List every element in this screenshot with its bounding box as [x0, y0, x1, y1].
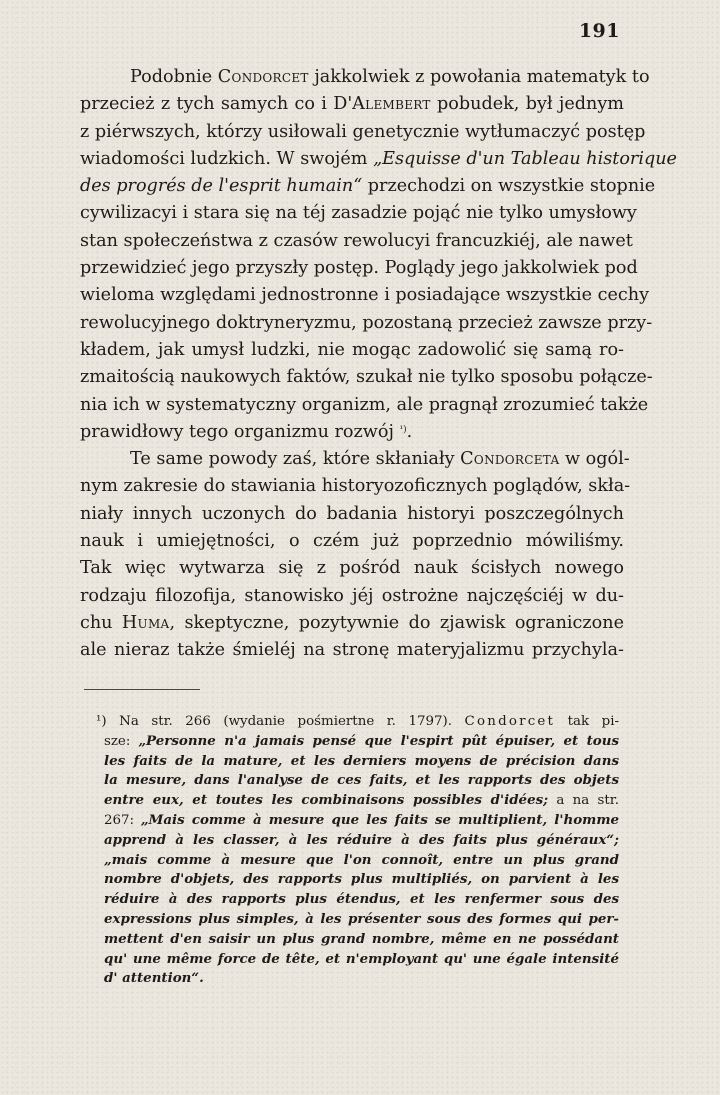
footnote-line — [104, 969, 619, 989]
footnote-marker: ¹) — [399, 424, 407, 435]
author-name: Condorcet — [217, 67, 309, 87]
text-run: jakkolwiek z powołania matematyk to — [308, 67, 650, 87]
footnote — [96, 712, 620, 989]
footnote-line — [104, 752, 619, 772]
text-line: rodzaju filozofija, stanowisko jéj ostrożne najczęściéj w du- — [80, 585, 624, 606]
text-line: ale nieraz także śmieléj na stronę materyjalizmu przychyla- — [80, 640, 624, 661]
footnote-line — [104, 950, 619, 970]
text-run: sze: — [104, 733, 139, 749]
text-line: wieloma względami jednostronne i posiadające wszystkie cechy — [80, 285, 650, 306]
text-run: Te same powody zaś, które skłaniały — [130, 449, 461, 470]
footnote-line — [104, 930, 619, 950]
text-run: przechodzi on wszystkie stopnie — [362, 176, 656, 197]
quotation: la mesure, dans l'analyse de ces faits, et les rapports des objets — [104, 772, 619, 789]
text-line: przewidzieć jego przyszły postęp. Poglądy jego jakkolwiek pod — [80, 258, 638, 279]
author-name: Huma — [121, 612, 170, 633]
quotation: entre eux, et toutes les combinaisons possibles d'idées; — [104, 792, 549, 809]
text-run: pobudek, był jednym — [430, 94, 624, 115]
footnote-line — [104, 910, 619, 930]
text-line — [80, 173, 656, 200]
text-line: z piérwszych, którzy usiłowali genetycznie wytłumaczyć postęp — [80, 121, 646, 142]
footnote-line — [104, 831, 619, 851]
quotation: „Personne n'a jamais pensé que l'espirt pût épuiser, et tous — [138, 732, 619, 749]
quotation: apprend à les classer, à les réduire à des faits plus généraux“; — [104, 831, 619, 848]
footnote-line — [104, 890, 619, 910]
quotation: qu' une même force de tête, et n'employant qu' une égale intensité — [104, 950, 619, 967]
text-run: . — [406, 421, 413, 442]
text-run: ¹) Na str. 266 (wydanie pośmiertne r. 1797). — [96, 714, 465, 729]
footnote-line — [104, 870, 619, 890]
text-line: zmaitością naukowych faktów, szukał nie tylko sposobu połącze- — [80, 367, 653, 388]
text-run: tak pi- — [555, 714, 619, 729]
text-run: prawidłowy tego organizmu rozwój — [80, 421, 400, 442]
quotation: „mais comme à mesure que l'on connoît, entre un plus grand — [104, 851, 619, 868]
text-line — [80, 610, 624, 637]
text-run: 267: — [104, 812, 141, 828]
quotation: „Mais comme à mesure que les faits se multiplient, l'homme — [140, 811, 620, 828]
text-line: Tak więc wytwarza się z pośród nauk ścisłych nowego — [80, 558, 624, 579]
text-line — [80, 91, 624, 118]
author-name: Condorceta — [460, 449, 560, 470]
footnote-line — [104, 771, 619, 791]
text-line — [80, 419, 624, 446]
text-run: chu — [80, 612, 122, 633]
text-line: stan społeczeństwa z czasów rewolucyi francuzkiéj, ale nawet — [80, 230, 633, 251]
quotation: les faits de la mature, et les derniers moyens de précision dans — [104, 752, 619, 769]
footnote-line — [104, 791, 619, 811]
main-text — [80, 64, 677, 665]
author-name: Alembert — [352, 94, 431, 115]
text-line: nym zakresie do stawiania historyozoficznych poglądów, skła- — [80, 476, 631, 497]
text-line — [80, 446, 630, 473]
book-title: des progrés de l'esprit humain“ — [80, 176, 363, 197]
text-run: a na str. — [548, 793, 619, 809]
quotation: nombre d'objets, des rapports plus multipliés, on parvient à les — [104, 871, 619, 888]
text-line: niały innych uczonych do badania historyi poszczególnych — [80, 503, 624, 524]
quotation: mettent d'en saisir un plus grand nombre, même en ne possédant — [104, 930, 619, 947]
book-title: „Esquisse d'un Tableau historique — [373, 148, 677, 169]
text-line — [80, 64, 650, 91]
footnote-line — [96, 712, 619, 732]
footnote-line — [104, 811, 619, 831]
text-line: rewolucyjnego doktryneryzmu, pozostaną przecież zawsze przy- — [80, 312, 653, 333]
text-run: w ogól- — [559, 449, 630, 470]
footnote-line — [104, 732, 619, 752]
text-run: , skeptyczne, pozytywnie do zjawisk ograniczone — [169, 612, 624, 633]
quotation: réduire à des rapports plus étendus, et les renfermer sous des — [104, 891, 619, 908]
page-number: 191 — [578, 20, 620, 42]
author-name: Condorcet — [464, 714, 556, 729]
quotation: expressions plus simples, à les présenter sous des formes qui per- — [104, 910, 619, 927]
text-line: nauk i umiejętności, o czém już poprzednio mówiliśmy. — [80, 531, 624, 552]
quotation: d' attention“. — [104, 970, 204, 987]
text-line: kładem, jak umysł ludzki, nie mogąc zadowolić się samą ro- — [80, 339, 624, 360]
text-run: Podobnie — [130, 67, 218, 87]
text-line: nia ich w systematyczny organizm, ale pragnął zrozumieć także — [80, 394, 649, 415]
text-line — [80, 146, 677, 173]
text-line: cywilizacyi i stara się na téj zasadzie pojąć nie tylko umysłowy — [80, 203, 637, 224]
footnote-line — [104, 851, 619, 871]
footnote-rule — [84, 689, 200, 690]
text-run: przecież z tych samych co i D' — [80, 94, 353, 115]
text-run: wiadomości ludzkich. W swojém — [80, 148, 374, 169]
